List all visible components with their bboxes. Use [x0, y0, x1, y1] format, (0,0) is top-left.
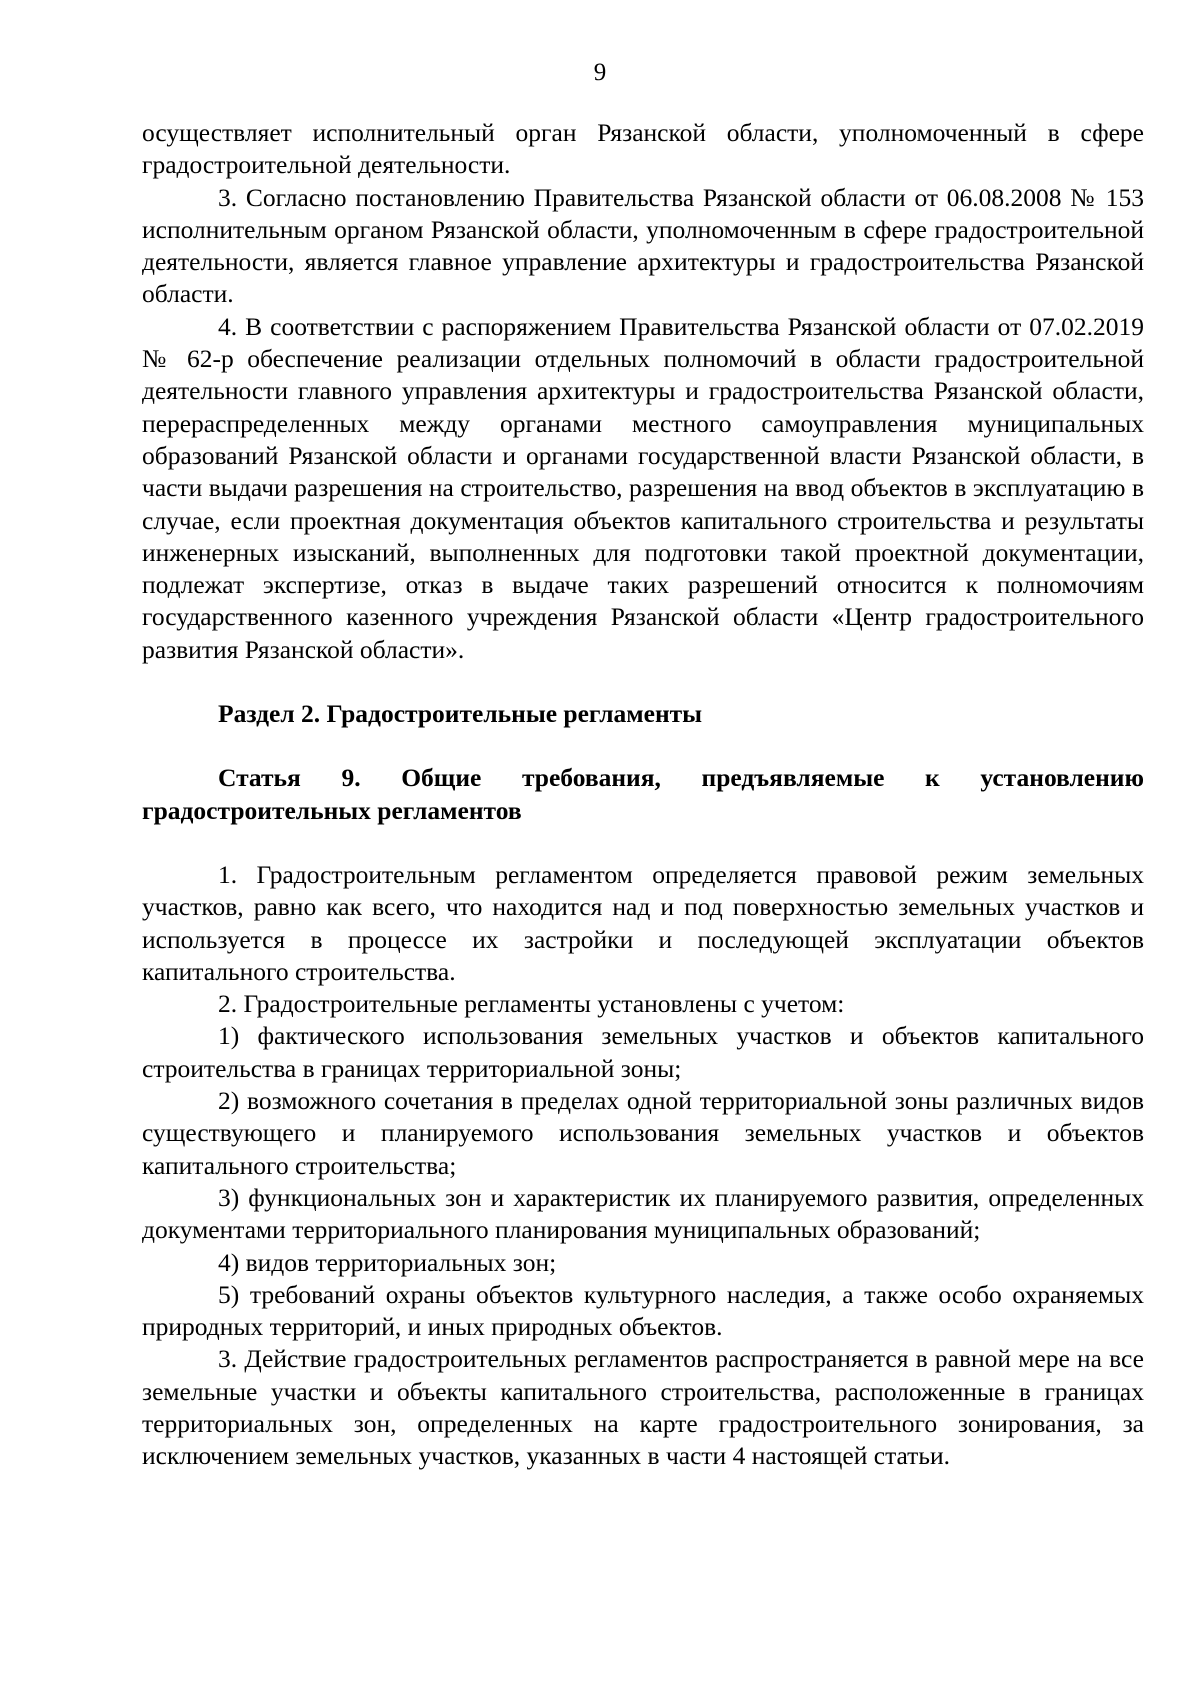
section-title: Раздел 2. Градостроительные регламенты [218, 699, 703, 729]
paragraph: 2. Градостроительные регламенты установлены с учетом: [218, 989, 845, 1019]
paragraph: 4. В соответствии с распоряжением Правительства Рязанской области от 07.02.2019 № 62-р обеспечение реализации отдельных полномочий в области градостроительной деятельности главного управления архитектуры и градостроительства Рязанской области, перераспределенных между органами местного самоуправления муниципальных образований Рязанской области и органами государственной власти Рязанской области, в части выдачи разрешения на строительство, разрешения на ввод объектов в эксплуатацию в случае, если проектная документация объектов капитального строительства и результаты инженерных изысканий, выполненных для подготовки такой проектной документации, подлежат экспертизе, отказ в выдаче таких разрешений относится к полномочиям государственного казенного учреждения Рязанской области «Центр градостроительного развития Рязанской области». [142, 311, 1144, 664]
paragraph: 3. Согласно постановлению Правительства Рязанской области от 06.08.2008 № 153 исполнительным органом Рязанской области, уполномоченным в сфере градостроительной деятельности, является главное управление архитектуры и градостроительства Рязанской области. [142, 182, 1144, 309]
paragraph: 3. Действие градостроительных регламентов распространяется в равной мере на все земельные участки и объекты капитального строительства, расположенные в границах территориальных зон, определенных на карте градостроительного зонирования, за исключением земельных участков, указанных в части 4 настоящей статьи. [142, 1344, 1144, 1471]
list-item: 4) видов территориальных зон; [218, 1247, 557, 1277]
list-item: 3) функциональных зон и характеристик их планируемого развития, определенных документами территориального планирования муниципальных образований; [142, 1182, 1144, 1245]
document-page [142, 0, 1144, 1473]
paragraph: осуществляет исполнительный орган Рязанской области, уполномоченный в сфере градостроительной деятельности. [142, 118, 1144, 180]
document-body [142, 0, 1144, 1473]
paragraph: 1. Градостроительным регламентом определяется правовой режим земельных участков, равно как всего, что находится над и под поверхностью земельных участков и используется в процессе их застройки и последующей эксплуатации объектов капитального строительства. [142, 859, 1144, 986]
list-item: 1) фактического использования земельных участков и объектов капитального строительства в границах территориальной зоны; [142, 1021, 1144, 1083]
page-number: 9 [593, 59, 607, 86]
list-item: 2) возможного сочетания в пределах одной территориальной зоны различных видов существующего и планируемого использования земельных участков и объектов капитального строительства; [142, 1086, 1144, 1180]
article-title: Статья 9. Общие требования, предъявляемые к установлению градостроительных регламентов [142, 763, 1144, 825]
list-item: 5) требований охраны объектов культурного наследия, а также особо охраняемых природных территорий, и иных природных объектов. [142, 1279, 1144, 1342]
